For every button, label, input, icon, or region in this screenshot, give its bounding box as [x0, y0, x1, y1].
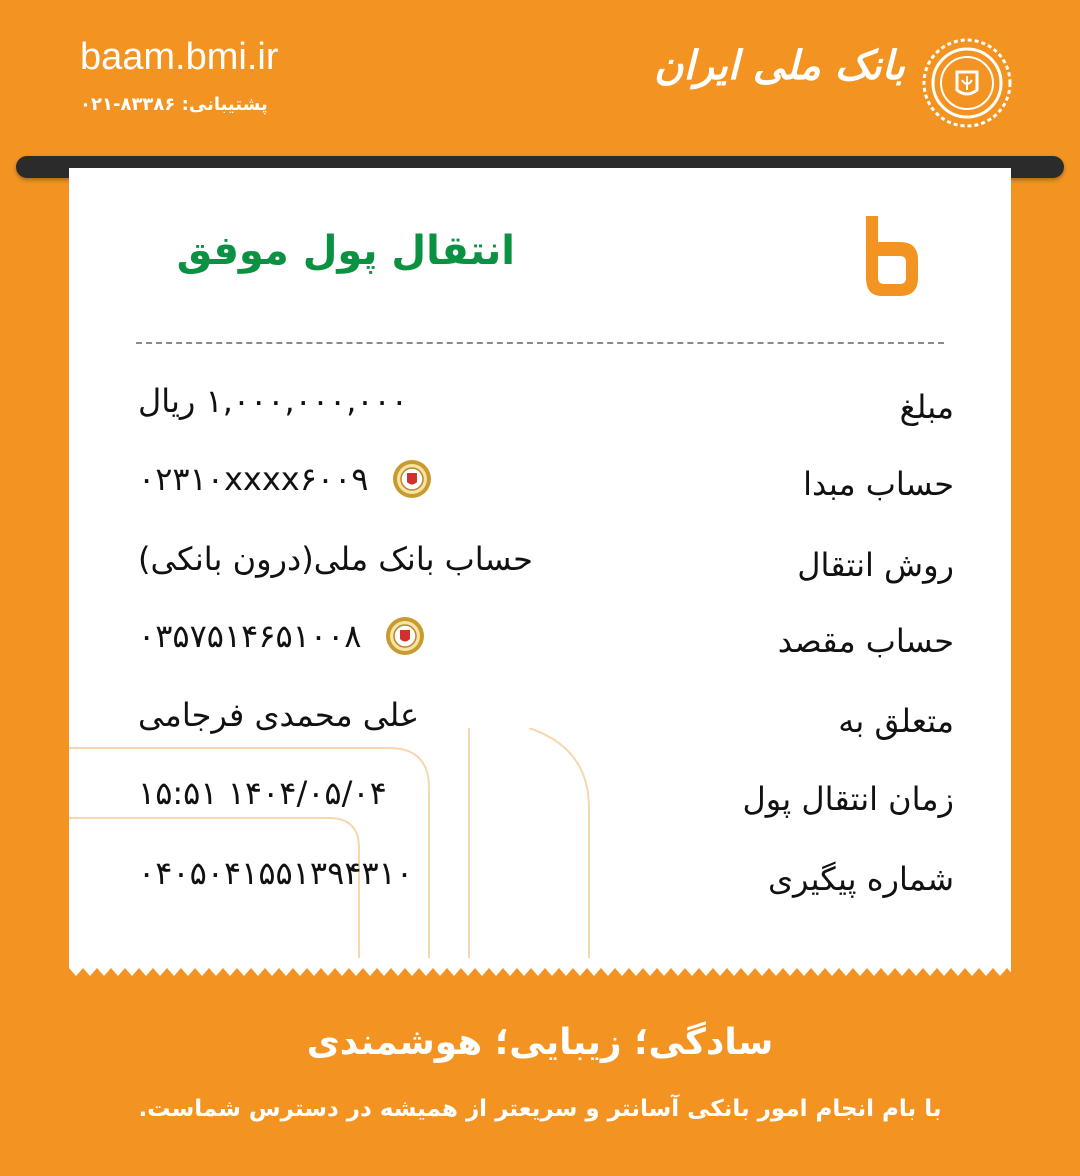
row-label: متعلق به — [838, 702, 954, 740]
row-label: مبلغ — [899, 388, 954, 426]
receipt-title: انتقال پول موفق — [176, 228, 515, 274]
row-value-text: ۰۴۰۵۰۴۱۵۵۱۳۹۴۳۱۰ — [138, 854, 413, 892]
baam-logo-icon — [860, 212, 922, 298]
row-value — [138, 696, 419, 734]
row-value-text: حساب بانک ملی(درون بانکی) — [138, 540, 533, 578]
bank-coin-icon — [392, 459, 432, 499]
row-value — [138, 854, 413, 892]
bank-coin-icon — [385, 616, 425, 656]
row-value — [138, 540, 533, 578]
row-label: شماره پیگیری — [767, 860, 954, 898]
row-label: حساب مبدا — [803, 465, 954, 503]
row-value-text: ۱,۰۰۰,۰۰۰,۰۰۰ ریال — [138, 382, 408, 420]
row-value — [138, 616, 425, 656]
row-value — [138, 459, 432, 499]
row-label: روش انتقال — [797, 546, 954, 584]
site-url[interactable]: baam.bmi.ir — [80, 36, 279, 78]
row-label: حساب مقصد — [777, 622, 954, 660]
dashed-divider — [136, 342, 944, 344]
bank-name-logotype: بانک ملی ایران — [654, 42, 905, 89]
row-value-text: ۰۳۵۷۵۱۴۶۵۱۰۰۸ — [138, 617, 362, 655]
row-label: زمان انتقال پول — [742, 780, 954, 818]
slogan: سادگی؛ زیبایی؛ هوشمندی — [306, 1022, 774, 1063]
row-value — [138, 382, 408, 420]
background-watermark — [69, 728, 629, 968]
receipt-zigzag-edge — [69, 958, 1011, 978]
row-value-text: علی محمدی فرجامی — [138, 696, 420, 734]
tagline: با بام انجام امور بانکی آسانتر و سریعتر از همیشه در دسترس شماست. — [138, 1096, 942, 1122]
row-value-text: ۱۴۰۴/۰۵/۰۴ ۱۵:۵۱ — [138, 774, 387, 812]
row-value-text: ۰۲۳۱۰xxxx۶۰۰۹ — [138, 460, 369, 498]
bank-melli-emblem-icon — [922, 38, 1012, 128]
row-value — [138, 774, 387, 812]
support-phone: پشتیبانی: ۸۳۳۸۶-۰۲۱ — [80, 94, 268, 115]
